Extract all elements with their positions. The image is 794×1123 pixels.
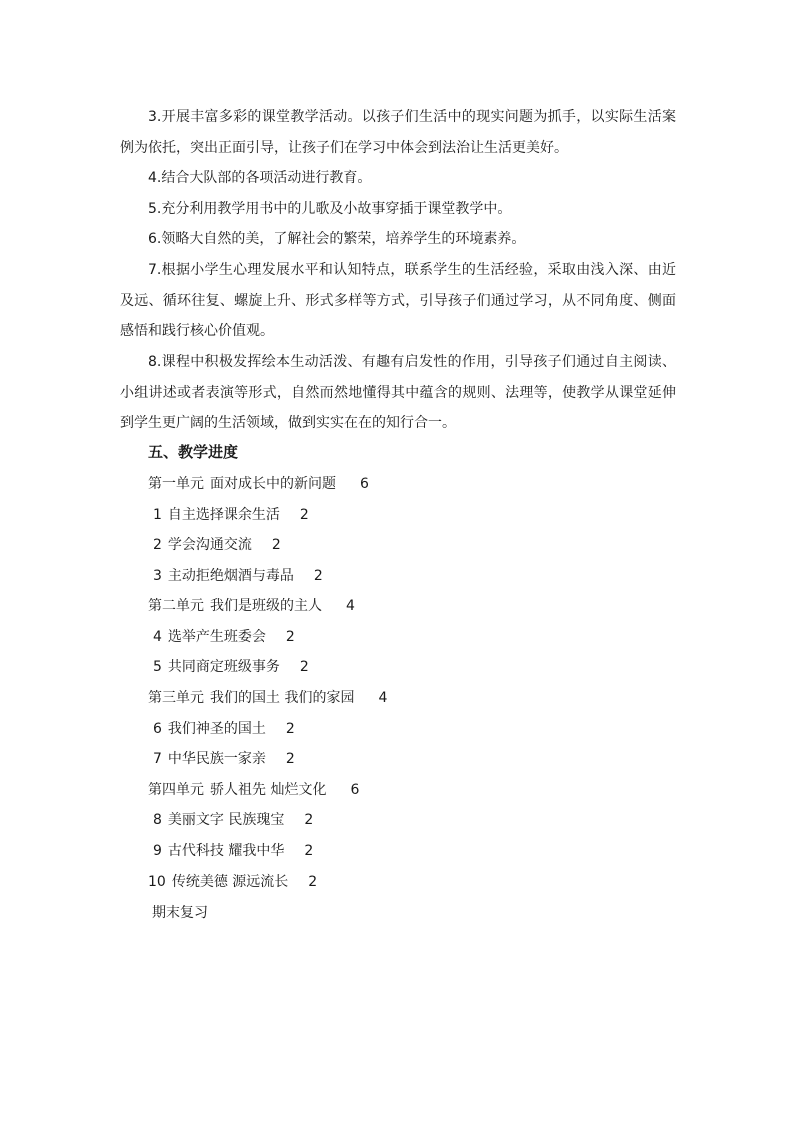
paragraph-6: 6.领略大自然的美，了解社会的繁荣，培养学生的环境素养。 (148, 231, 526, 247)
lesson-name: 共同商定班级事务 (167, 659, 280, 675)
schedule-unit (148, 780, 359, 800)
lesson-hours: 2 (304, 843, 314, 859)
section-heading: 五、教学进度 (148, 443, 239, 461)
schedule-lesson (153, 627, 295, 647)
lesson-number: 8 (153, 812, 162, 828)
unit-hours: 4 (378, 690, 388, 706)
schedule-lesson (153, 566, 323, 586)
paragraph-7: 7.根据小学生心理发展水平和认知特点，联系学生的生活经验，采取由浅入深、由近及远、循环往复、螺旋上升、形式多样等方式，引导孩子们通过学习，从不同角度、侧面感悟和践行核心价值观。 (120, 262, 676, 339)
schedule-lesson (153, 657, 309, 677)
paragraph-3: 3.开展丰富多彩的课堂教学活动。以孩子们生活中的现实问题为抓手，以实际生活案例为依托，突出正面引导，让孩子们在学习中体会到法治让生活更美好。 (120, 109, 676, 156)
unit-name: 面对成长中的新问题 (210, 476, 336, 492)
unit-number: 第二单元 (148, 598, 204, 614)
schedule-lesson (153, 841, 313, 861)
unit-hours: 4 (346, 598, 355, 614)
lesson-name: 传统美德 源远流长 (171, 874, 289, 890)
schedule-lesson (148, 872, 317, 892)
schedule-unit (148, 596, 355, 616)
paragraph-5: 5.充分利用教学用书中的儿歌及小故事穿插于课堂教学中。 (148, 201, 512, 217)
lesson-name: 中华民族一家亲 (167, 751, 266, 767)
lesson-number: 7 (153, 751, 162, 767)
lesson-number: 10 (148, 874, 166, 890)
lesson-number: 9 (153, 843, 162, 859)
lesson-number: 4 (153, 629, 162, 645)
schedule-unit (148, 688, 387, 708)
lesson-hours: 2 (285, 721, 295, 737)
unit-number: 第四单元 (148, 782, 204, 798)
lesson-number: 5 (153, 659, 162, 675)
unit-name: 我们的国土 我们的家园 (210, 690, 355, 706)
lesson-name: 主动拒绝烟酒与毒品 (167, 568, 294, 584)
schedule-lesson (153, 719, 295, 739)
lesson-number: 1 (153, 507, 162, 523)
lesson-hours: 2 (285, 629, 295, 645)
lesson-hours: 2 (299, 507, 309, 523)
schedule-lesson (153, 749, 295, 769)
schedule-unit (148, 474, 369, 494)
lesson-hours: 2 (285, 751, 295, 767)
unit-name: 骄人祖先 灿烂文化 (210, 782, 327, 798)
unit-number: 第三单元 (148, 690, 204, 706)
lesson-hours: 2 (313, 568, 323, 584)
lesson-hours: 2 (308, 874, 318, 890)
review-name: 期末复习 (152, 905, 208, 921)
unit-name: 我们是班级的主人 (210, 598, 322, 614)
schedule-review (152, 903, 208, 923)
unit-hours: 6 (360, 476, 369, 492)
schedule-lesson (153, 505, 309, 525)
lesson-name: 自主选择课余生活 (167, 507, 280, 523)
lesson-name: 选举产生班委会 (167, 629, 266, 645)
unit-number: 第一单元 (148, 476, 204, 492)
lesson-number: 2 (153, 537, 162, 553)
lesson-number: 6 (153, 721, 162, 737)
unit-hours: 6 (350, 782, 360, 798)
lesson-hours: 2 (299, 659, 309, 675)
lesson-name: 我们神圣的国土 (167, 721, 266, 737)
schedule-lesson (153, 810, 313, 830)
lesson-number: 3 (153, 568, 162, 584)
schedule-lesson (153, 535, 281, 555)
lesson-name: 学会沟通交流 (167, 537, 252, 553)
lesson-hours: 2 (304, 812, 314, 828)
paragraph-8: 8.课程中积极发挥绘本生动活泼、有趣有启发性的作用，引导孩子们通过自主阅读、小组讲述或者表演等形式，自然而然地懂得其中蕴含的规则、法理等，使教学从课堂延伸到学生更广阔的生活领域，做到实实在在的知行合一。 (120, 354, 676, 431)
paragraph-4: 4.结合大队部的各项活动进行教育。 (148, 170, 372, 186)
lesson-name: 美丽文字 民族瑰宝 (167, 812, 285, 828)
lesson-name: 古代科技 耀我中华 (167, 843, 285, 859)
lesson-hours: 2 (271, 537, 281, 553)
